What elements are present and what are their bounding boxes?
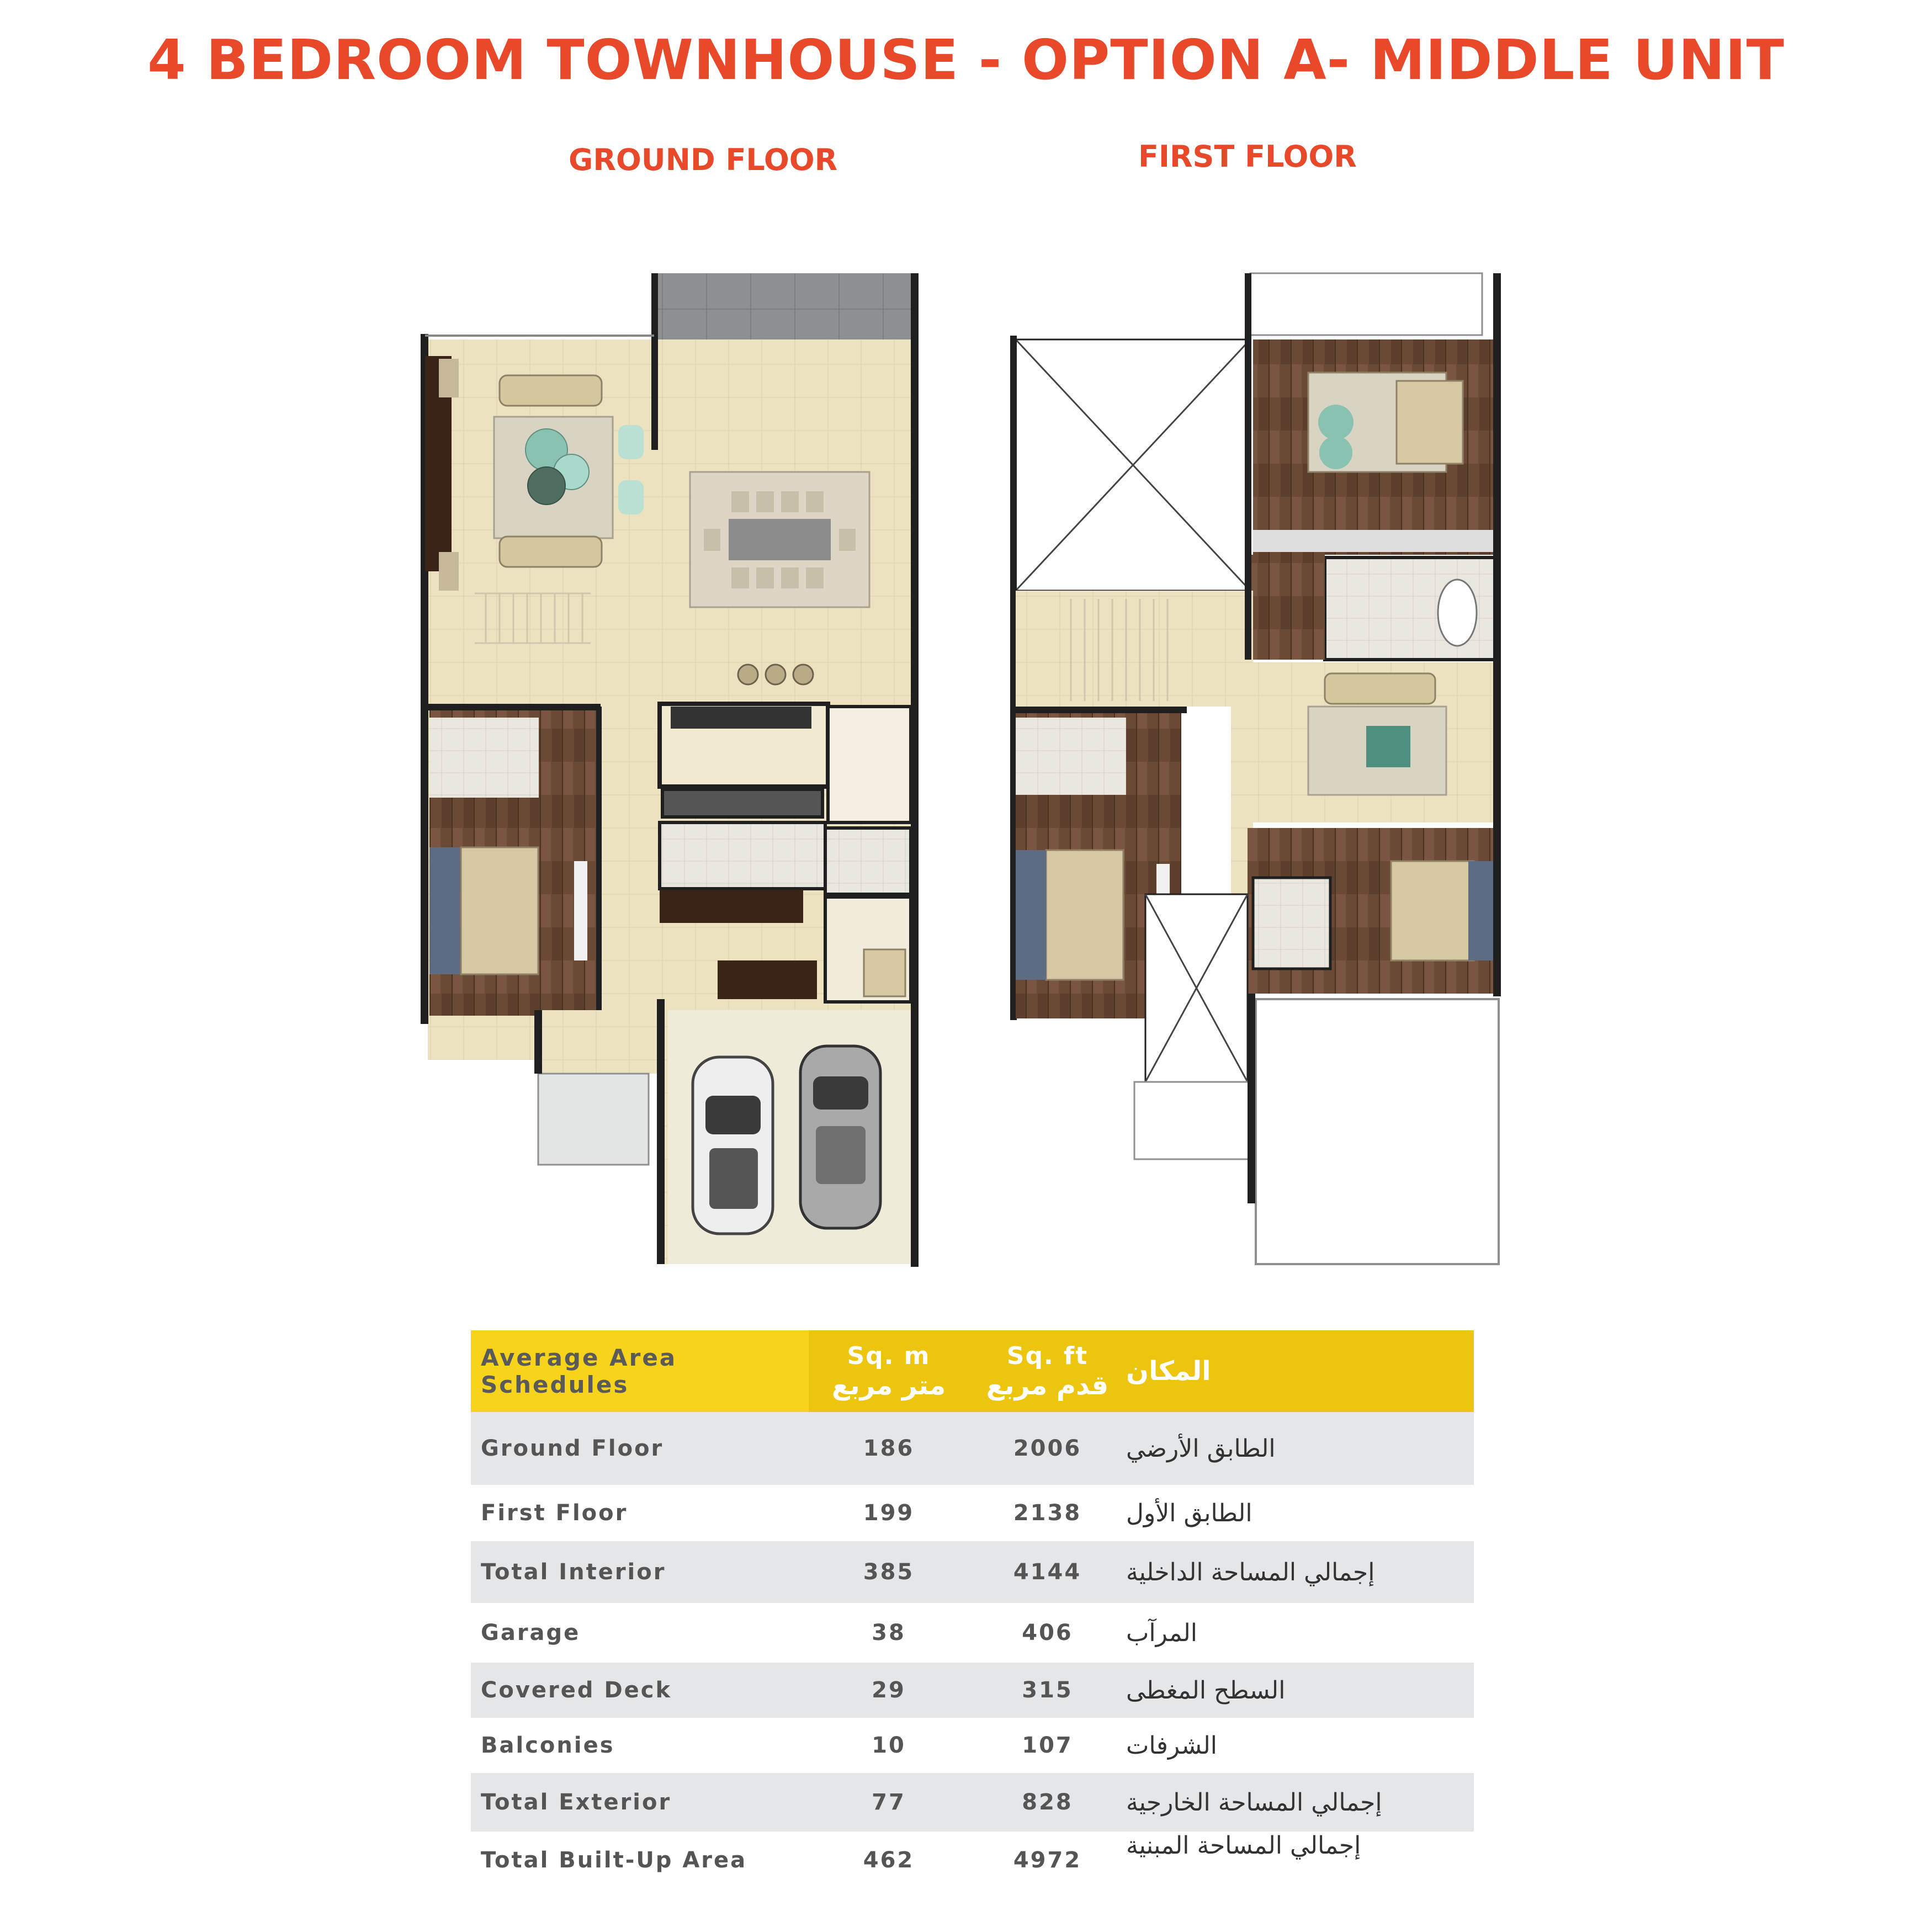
row-sqm: 385	[809, 1541, 969, 1603]
table-row	[471, 1663, 1474, 1718]
row-sqft: 4144	[969, 1541, 1126, 1603]
entrance-portal	[538, 1074, 649, 1165]
row-name: Balconies	[481, 1733, 615, 1758]
row-name: Total Interior	[471, 1541, 809, 1603]
header-sqm	[809, 1330, 969, 1412]
row-sqft: 406	[1022, 1620, 1073, 1646]
row-name: Garage	[481, 1620, 581, 1646]
first-floor-label: FIRST FLOOR	[1138, 139, 1357, 174]
table-header	[471, 1330, 1474, 1412]
row-sqm: 462	[863, 1848, 915, 1873]
row-sqft: 828	[969, 1773, 1126, 1832]
page-title: 4 BEDROOM TOWNHOUSE - OPTION A- MIDDLE UNIT	[147, 28, 1785, 92]
row-ar: الطابق الأول	[1126, 1499, 1252, 1527]
balcony	[1250, 273, 1482, 335]
table-row	[471, 1485, 1474, 1541]
row-name: Covered Deck	[471, 1663, 809, 1718]
header-name: Average Area Schedules	[471, 1330, 809, 1412]
row-sqft: 2006	[969, 1412, 1126, 1485]
row-sqm: 199	[863, 1500, 915, 1526]
garage-roof	[1256, 999, 1499, 1264]
table-row	[471, 1603, 1474, 1663]
area-schedule-table	[471, 1330, 1474, 1889]
header-sqm-ar: متر مربع	[831, 1370, 946, 1401]
table-row	[471, 1718, 1474, 1773]
row-ar: الشرفات	[1126, 1731, 1218, 1760]
table-row	[471, 1412, 1474, 1485]
row-sqft: 4972	[1013, 1848, 1082, 1873]
header-sqft-ar: قدم مربع	[986, 1370, 1109, 1401]
ground-floor-label: GROUND FLOOR	[569, 142, 838, 177]
row-sqm: 77	[809, 1773, 969, 1832]
row-sqm: 38	[872, 1620, 906, 1646]
first-floor-plan	[1010, 273, 1501, 1264]
row-name: Total Exterior	[471, 1773, 809, 1832]
ground-floor-plan	[421, 273, 919, 1267]
row-ar: السطح المغطى	[1126, 1663, 1474, 1718]
powder-room	[660, 822, 825, 889]
entrance	[541, 1010, 657, 1074]
header-place-ar: المكان	[1126, 1330, 1474, 1412]
row-name: Total Built-Up Area	[481, 1848, 747, 1873]
row-name: Ground Floor	[471, 1412, 809, 1485]
table-row	[471, 1773, 1474, 1832]
row-sqm: 186	[809, 1412, 969, 1485]
table-row	[471, 1832, 1474, 1889]
row-sqft: 107	[1022, 1733, 1073, 1758]
row-sqft: 2138	[1013, 1500, 1082, 1526]
header-sqft-en: Sq. ft	[1006, 1341, 1089, 1370]
row-ar: المرآب	[1126, 1618, 1197, 1647]
table-row	[471, 1541, 1474, 1603]
row-sqm: 29	[809, 1663, 969, 1718]
row-name: First Floor	[481, 1500, 628, 1526]
row-sqft: 315	[969, 1663, 1126, 1718]
store	[828, 707, 911, 822]
row-ar: إجمالي المساحة المبنية	[1126, 1832, 1361, 1860]
row-ar: الطابق الأرضي	[1126, 1412, 1474, 1485]
header-sqft	[969, 1330, 1126, 1412]
header-sqm-en: Sq. m	[847, 1341, 931, 1370]
row-ar: إجمالي المساحة الداخلية	[1126, 1541, 1474, 1603]
row-sqm: 10	[872, 1733, 906, 1758]
row-ar: إجمالي المساحة الخارجية	[1126, 1773, 1474, 1832]
